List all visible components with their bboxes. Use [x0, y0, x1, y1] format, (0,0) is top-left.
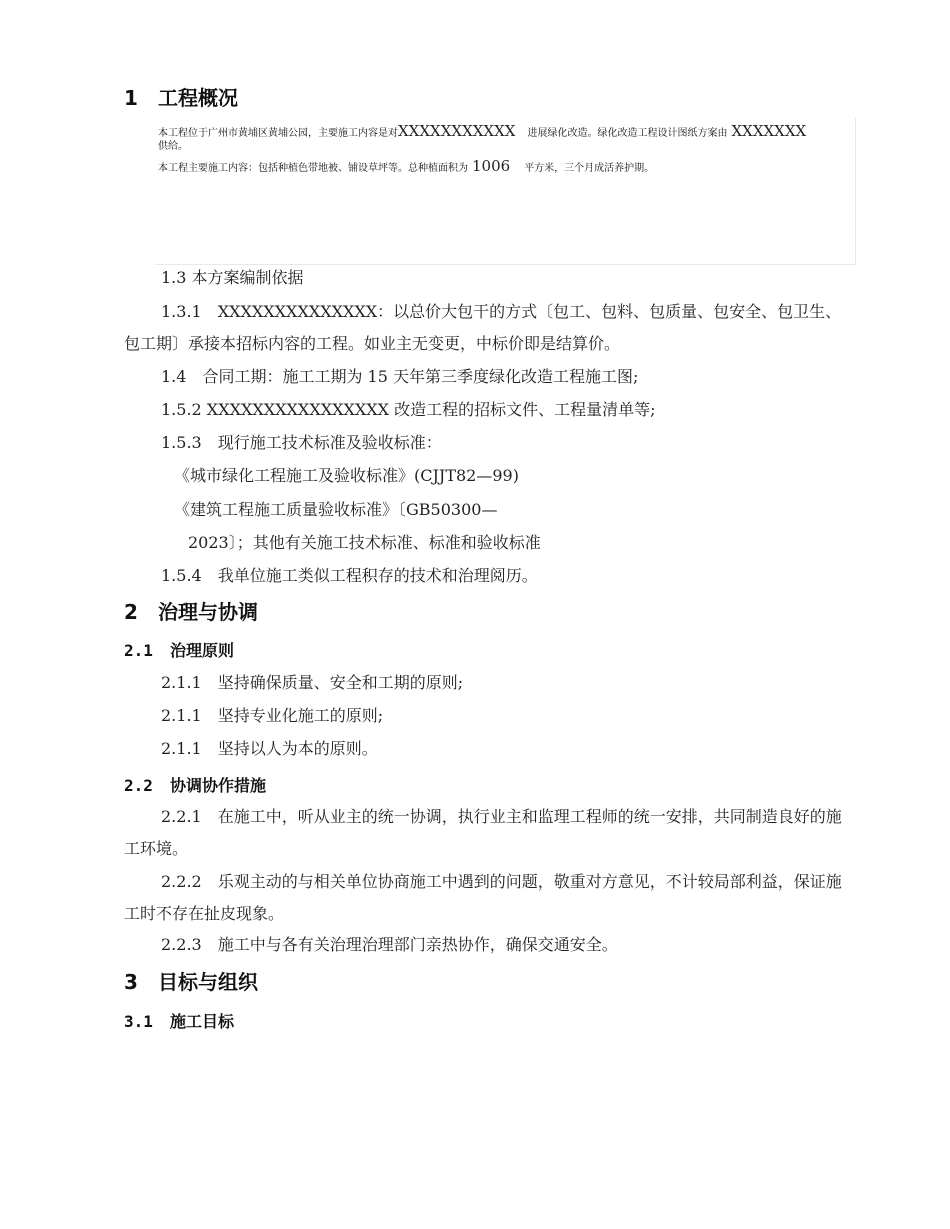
- paragraph-1-5-3: 1.5.3 现行施工技术标准及验收标准：: [161, 433, 442, 452]
- section-number: 3: [124, 970, 138, 994]
- section-3-heading: [124, 966, 258, 995]
- overview-project-name: XXXXXXXXXXX: [398, 122, 516, 140]
- section-number: 1: [124, 86, 138, 110]
- overview-area-value: 1006: [472, 157, 511, 175]
- section-2-heading: [124, 596, 258, 625]
- section-number: 2.1: [124, 641, 153, 660]
- paragraph-2-1-1-b: 2.1.1 坚持专业化施工的原则;: [161, 706, 384, 725]
- standard-2: 《建筑工程施工质量验收标准》〔GB50300—: [174, 500, 498, 519]
- standard-3: 2023〕；其他有关施工技术标准、标准和验收标准: [188, 533, 541, 552]
- section-title: 治理与协调: [158, 600, 258, 624]
- paragraph-2-1-1-a: 2.1.1 坚持确保质量、安全和工期的原则;: [161, 673, 464, 692]
- paragraph-1-4: 1.4 合同工期：施工工期为 15 天年第三季度绿化改造工程施工图;: [161, 367, 639, 386]
- paragraph-2-1-1-c: 2.1.1 坚持以人为本的原则。: [161, 739, 378, 758]
- overview-text: 本工程位于广州市黄埔区黄埔公园，主要施工内容是对: [158, 128, 398, 139]
- section-number: 3.1: [124, 1012, 153, 1031]
- overview-line-3: [158, 159, 654, 176]
- standard-1: 《城市绿化工程施工及验收标准》(CJJT82—99): [174, 466, 519, 485]
- section-2-2-heading: [124, 773, 266, 796]
- paragraph-1-3: 1.3 本方案编制依据: [161, 268, 304, 287]
- section-title: 治理原则: [170, 641, 235, 660]
- overview-designer: XXXXXXX: [731, 122, 807, 140]
- overview-line-1: [158, 124, 806, 141]
- paragraph-1-5-2: 1.5.2 XXXXXXXXXXXXXXXX 改造工程的招标文件、工程量清单等;: [161, 400, 656, 419]
- section-number: 2.2: [124, 776, 153, 795]
- section-title: 施工目标: [170, 1012, 235, 1031]
- section-2-1-heading: [124, 638, 234, 661]
- paragraph-1-5-4: 1.5.4 我单位施工类似工程积存的技术和治理阅历。: [161, 566, 538, 585]
- paragraph-2-2-3: 2.2.3 施工中与各有关治理治理部门亲热协作，确保交通安全。: [161, 935, 618, 954]
- section-3-1-heading: [124, 1009, 234, 1032]
- overview-text: 平方米，三个月成活养护期。: [524, 163, 655, 174]
- overview-text: 本工程主要施工内容：包括种植色带地被、铺设草坪等。总种植面积为: [158, 163, 468, 174]
- paragraph-2-2-1: 2.2.1 在施工中，听从业主的统一协调，执行业主和监理工程师的统一安排，共同制造良好的施工环境。: [124, 807, 842, 858]
- section-title: 协调协作措施: [170, 776, 267, 795]
- paragraph-2-2-2: 2.2.2 乐观主动的与相关单位协商施工中遇到的问题，敬重对方意见，不计较局部利益，保证施工时不存在扯皮现象。: [124, 872, 842, 923]
- section-title: 目标与组织: [158, 970, 258, 994]
- section-number: 2: [124, 600, 138, 624]
- overview-text: 进展绿化改造。绿化改造工程设计图纸方案由: [527, 128, 728, 139]
- section-1-heading: [124, 82, 238, 111]
- paragraph-1-3-1: 1.3.1 XXXXXXXXXXXXXX：以总价大包干的方式〔包工、包料、包质量、包安全、包卫生、包工期〕承接本招标内容的工程。如业主无变更，中标价即是结算价。: [124, 302, 842, 353]
- section-title: 工程概况: [158, 86, 238, 110]
- overview-line-2: 供给。: [158, 141, 188, 152]
